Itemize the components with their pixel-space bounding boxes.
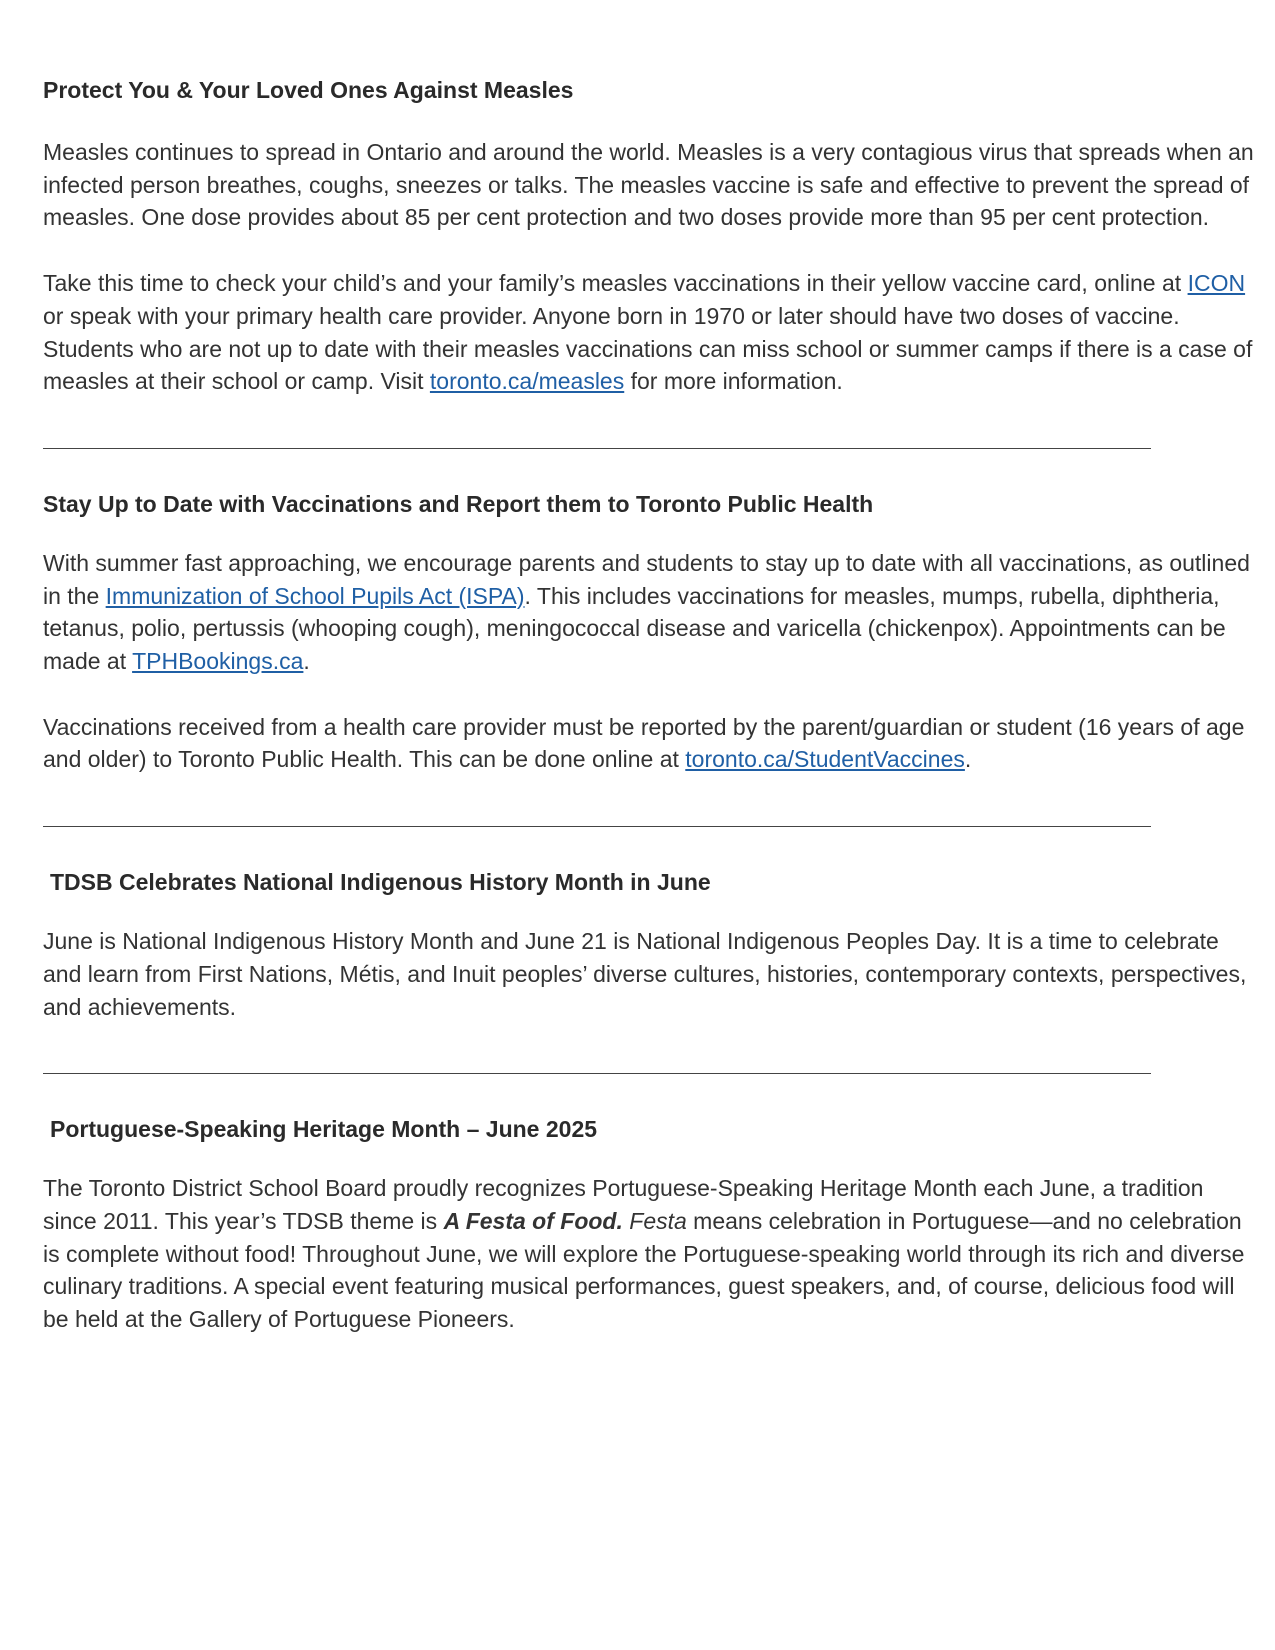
festa-word: Festa	[629, 1207, 687, 1234]
vaccinations-heading: Stay Up to Date with Vaccinations and Report them to Toronto Public Health	[43, 490, 874, 517]
newsletter-content	[43, 73, 1258, 1336]
vaccinations-paragraph-1	[43, 547, 1258, 678]
ispa-link[interactable]: Immunization of School Pupils Act (ISPA)	[105, 582, 525, 609]
pt-text-a: The Toronto District School Board proudly recognizes Portuguese-Speaking Heritage Month each June, a tradition since 2011. This year’s TDSB theme is	[43, 1175, 1204, 1234]
icon-link[interactable]: ICON	[1187, 270, 1246, 297]
portuguese-heritage-paragraph	[43, 1172, 1258, 1336]
vaccinations-paragraph-2	[43, 711, 1258, 776]
measles-paragraph-2	[43, 267, 1258, 398]
measles-heading: Protect You & Your Loved Ones Against Measles	[43, 77, 574, 103]
vacc-p1-text-b: . This includes vaccinations for measles, mumps, rubella, diphtheria, tetanus, polio, pertussis (whooping cough), meningococcal disease and varicella (chickenpox). Appointments can be made at	[43, 582, 1226, 675]
measles-p2-text-c: for more information.	[624, 368, 843, 395]
pt-text-c: means celebration in Portuguese—and no celebration is complete without food! Throughout June, we will explore the Portuguese-speaking world through its rich and diverse culinary traditions. A special event featuring musical performances, guest speakers, and, of course, delicious food will be held at the Gallery of Portuguese Pioneers.	[43, 1207, 1245, 1333]
measles-paragraph-1: Measles continues to spread in Ontario and around the world. Measles is a very contagious virus that spreads when an infected person breathes, coughs, sneezes or talks. The measles vaccine is safe and effective to prevent the spread of measles. One dose provides about 85 per cent protection and two doses provide more than 95 per cent protection.	[43, 139, 1254, 231]
indigenous-history-paragraph: June is National Indigenous History Month and June 21 is National Indigenous Peoples Day. It is a time to celebrate and learn from First Nations, Métis, and Inuit peoples’ diverse cultures, histories, contemporary contexts, perspectives, and achievements.	[43, 928, 1247, 1020]
measles-p2-text-a: Take this time to check your child’s and your family’s measles vaccinations in their yellow vaccine card, online at	[43, 270, 1188, 297]
tphbookings-link[interactable]: TPHBookings.ca	[132, 648, 304, 675]
portuguese-heritage-heading: Portuguese-Speaking Heritage Month – June 2025	[50, 1116, 598, 1143]
vacc-p1-text-c: .	[303, 648, 310, 675]
vacc-p1-text-a: With summer fast approaching, we encourage parents and students to stay up to date with all vaccinations, as outlined in the	[43, 549, 1250, 609]
student-vaccines-link[interactable]: toronto.ca/StudentVaccines	[685, 746, 965, 773]
vacc-p2-text-a: Vaccinations received from a health care provider must be reported by the parent/guardian or student (16 years of age and older) to Toronto Public Health. This can be done online at	[43, 713, 1245, 773]
measles-p2-text-b: or speak with your primary health care provider. Anyone born in 1970 or later should have two doses of vaccine. Students who are not up to date with their measles vaccinations can miss school or summer camps if there is a case of measles at their school or camp. Visit	[43, 302, 1253, 395]
indigenous-history-heading: TDSB Celebrates National Indigenous History Month in June	[50, 869, 711, 896]
toronto-measles-link[interactable]: toronto.ca/measles	[429, 368, 625, 395]
theme-name: A Festa of Food.	[443, 1207, 623, 1234]
vacc-p2-text-b: .	[964, 746, 972, 773]
